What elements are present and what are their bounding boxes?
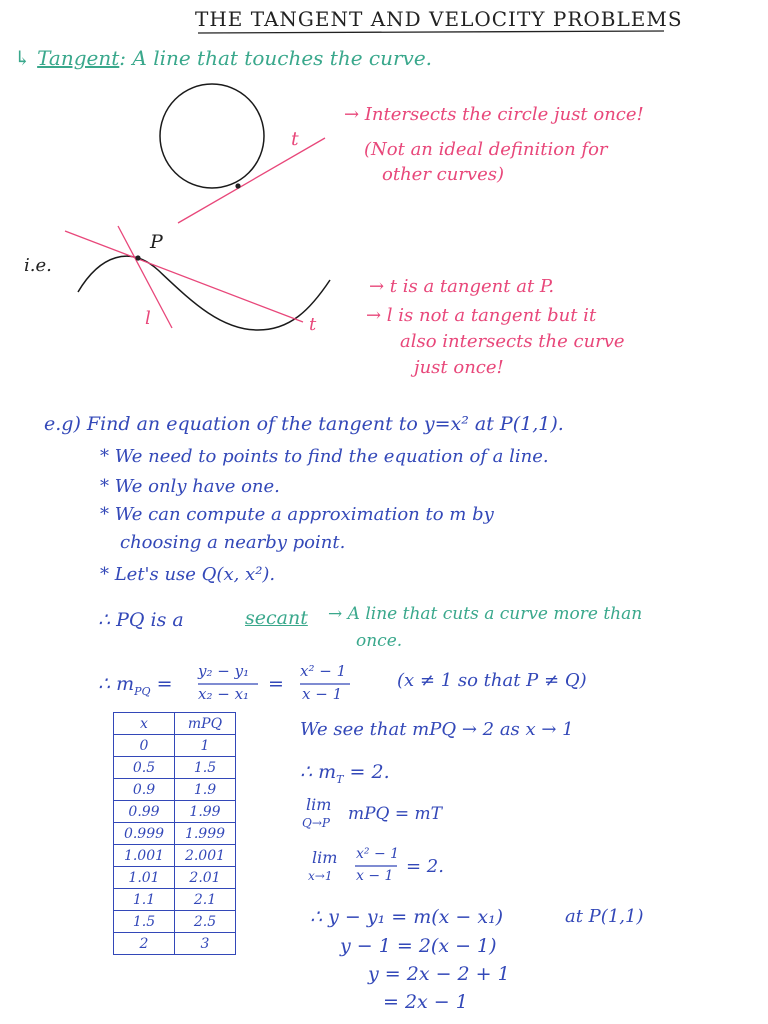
point-slope-equation: ∴ y − y₁ = m(x − x₁)	[310, 906, 504, 928]
example-heading: e.g) Find an equation of the tangent to y=x² at P(1,1).	[44, 413, 564, 435]
circle-note-1: → Intersects the circle just once!	[344, 104, 644, 125]
limit-1-expression: mPQ = mT	[348, 804, 443, 824]
table-header-row	[114, 713, 236, 735]
slope-frac-2-den: x − 1	[302, 685, 343, 703]
table-row	[114, 867, 236, 889]
table-cell-mpq: 2.01	[175, 867, 236, 889]
table-cell-x: 1.01	[114, 867, 175, 889]
slope-condition: (x ≠ 1 so that P ≠ Q)	[397, 670, 587, 691]
table-cell-x: 1.001	[114, 845, 175, 867]
table-cell-mpq: 2.001	[175, 845, 236, 867]
table-cell-x: 2	[114, 933, 175, 955]
secant-definition-1: → A line that cuts a curve more than	[328, 604, 643, 624]
example-bullet-4: choosing a nearby point.	[120, 532, 346, 553]
table-row	[114, 779, 236, 801]
table-cell-mpq: 2.5	[175, 911, 236, 933]
limit-1-under: Q→P	[302, 816, 330, 830]
table-row	[114, 933, 236, 955]
slope-frac-2-num: x² − 1	[300, 662, 347, 680]
table-header-mpq: mPQ	[175, 713, 236, 735]
equation-step-3: = 2x − 1	[383, 991, 468, 1013]
definition-colon: :	[119, 46, 127, 70]
slope-eq-2: =	[268, 673, 284, 695]
slope-lhs-sub: PQ	[134, 684, 151, 698]
table-cell-mpq: 1.999	[175, 823, 236, 845]
circle-note-2: (Not an ideal definition for	[364, 139, 608, 160]
table-cell-x: 1.1	[114, 889, 175, 911]
limit-2-denominator: x − 1	[356, 868, 394, 884]
slope-frac-1-den: x₂ − x₁	[198, 685, 250, 703]
arrow-icon: ↳	[14, 46, 31, 70]
limit-1-word: lim	[306, 795, 332, 814]
table-cell-mpq: 2.1	[175, 889, 236, 911]
limit-2-result: = 2.	[406, 856, 444, 877]
secant-prefix: ∴ PQ is a	[98, 609, 184, 631]
table-cell-x: 1.5	[114, 911, 175, 933]
slope-table	[113, 712, 236, 955]
tangent-definition-text: A line that touches the curve.	[132, 46, 433, 70]
line-t-label: t	[309, 314, 317, 335]
slope-eq-1: =	[156, 673, 173, 695]
point-slope-at: at P(1,1)	[565, 906, 644, 927]
slope-frac-1-num: y₂ − y₁	[198, 662, 250, 680]
example-bullet-2: * We only have one.	[100, 476, 280, 497]
table-row	[114, 801, 236, 823]
circle-label-t: t	[291, 128, 299, 150]
table-cell-mpq: 1.9	[175, 779, 236, 801]
table-cell-x: 0.999	[114, 823, 175, 845]
ie-label: i.e.	[24, 255, 52, 276]
page-title: THE TANGENT AND VELOCITY PROBLEMS	[195, 7, 683, 31]
table-cell-x: 0.99	[114, 801, 175, 823]
equation-step-1: y − 1 = 2(x − 1)	[340, 935, 497, 957]
table-cell-mpq: 1.5	[175, 757, 236, 779]
wave-note-3: also intersects the curve	[400, 331, 625, 352]
table-row	[114, 823, 236, 845]
wave-note-2: → l is not a tangent but it	[366, 305, 597, 326]
mt-value: = 2.	[349, 761, 390, 783]
table-row	[114, 845, 236, 867]
example-bullet-3: * We can compute a approximation to m by	[100, 504, 494, 525]
equation-step-2: y = 2x − 2 + 1	[368, 963, 510, 985]
limit-2-word: lim	[312, 848, 338, 867]
line-l-label: l	[145, 308, 151, 329]
wave-note-1: → t is a tangent at P.	[369, 276, 555, 297]
table-row	[114, 735, 236, 757]
table-cell-mpq: 3	[175, 933, 236, 955]
wave-note-4: just once!	[414, 357, 504, 378]
limit-2-numerator: x² − 1	[356, 846, 400, 862]
circle-note-3: other curves)	[382, 164, 505, 185]
tangent-term: Tangent	[37, 46, 120, 70]
table-cell-x: 0.9	[114, 779, 175, 801]
table-cell-mpq: 1.99	[175, 801, 236, 823]
table-cell-x: 0.5	[114, 757, 175, 779]
limit-2-under: x→1	[308, 869, 333, 883]
table-header-x: x	[114, 713, 175, 735]
secant-definition-2: once.	[356, 631, 403, 651]
point-p-label: P	[150, 231, 163, 253]
mt-result	[300, 763, 390, 785]
table-row	[114, 889, 236, 911]
mt-subscript: T	[336, 772, 344, 786]
limit-observation: We see that mPQ → 2 as x → 1	[300, 719, 574, 740]
mt-symbol: ∴ m	[300, 761, 337, 783]
table-row	[114, 911, 236, 933]
example-bullet-1: * We need to points to find the equation of a line.	[100, 446, 549, 467]
slope-lhs-m: ∴ m	[98, 673, 135, 695]
table-cell-x: 0	[114, 735, 175, 757]
secant-term: secant	[245, 607, 308, 629]
table-row	[114, 757, 236, 779]
example-bullet-5: * Let's use Q(x, x²).	[100, 564, 276, 585]
table-cell-mpq: 1	[175, 735, 236, 757]
